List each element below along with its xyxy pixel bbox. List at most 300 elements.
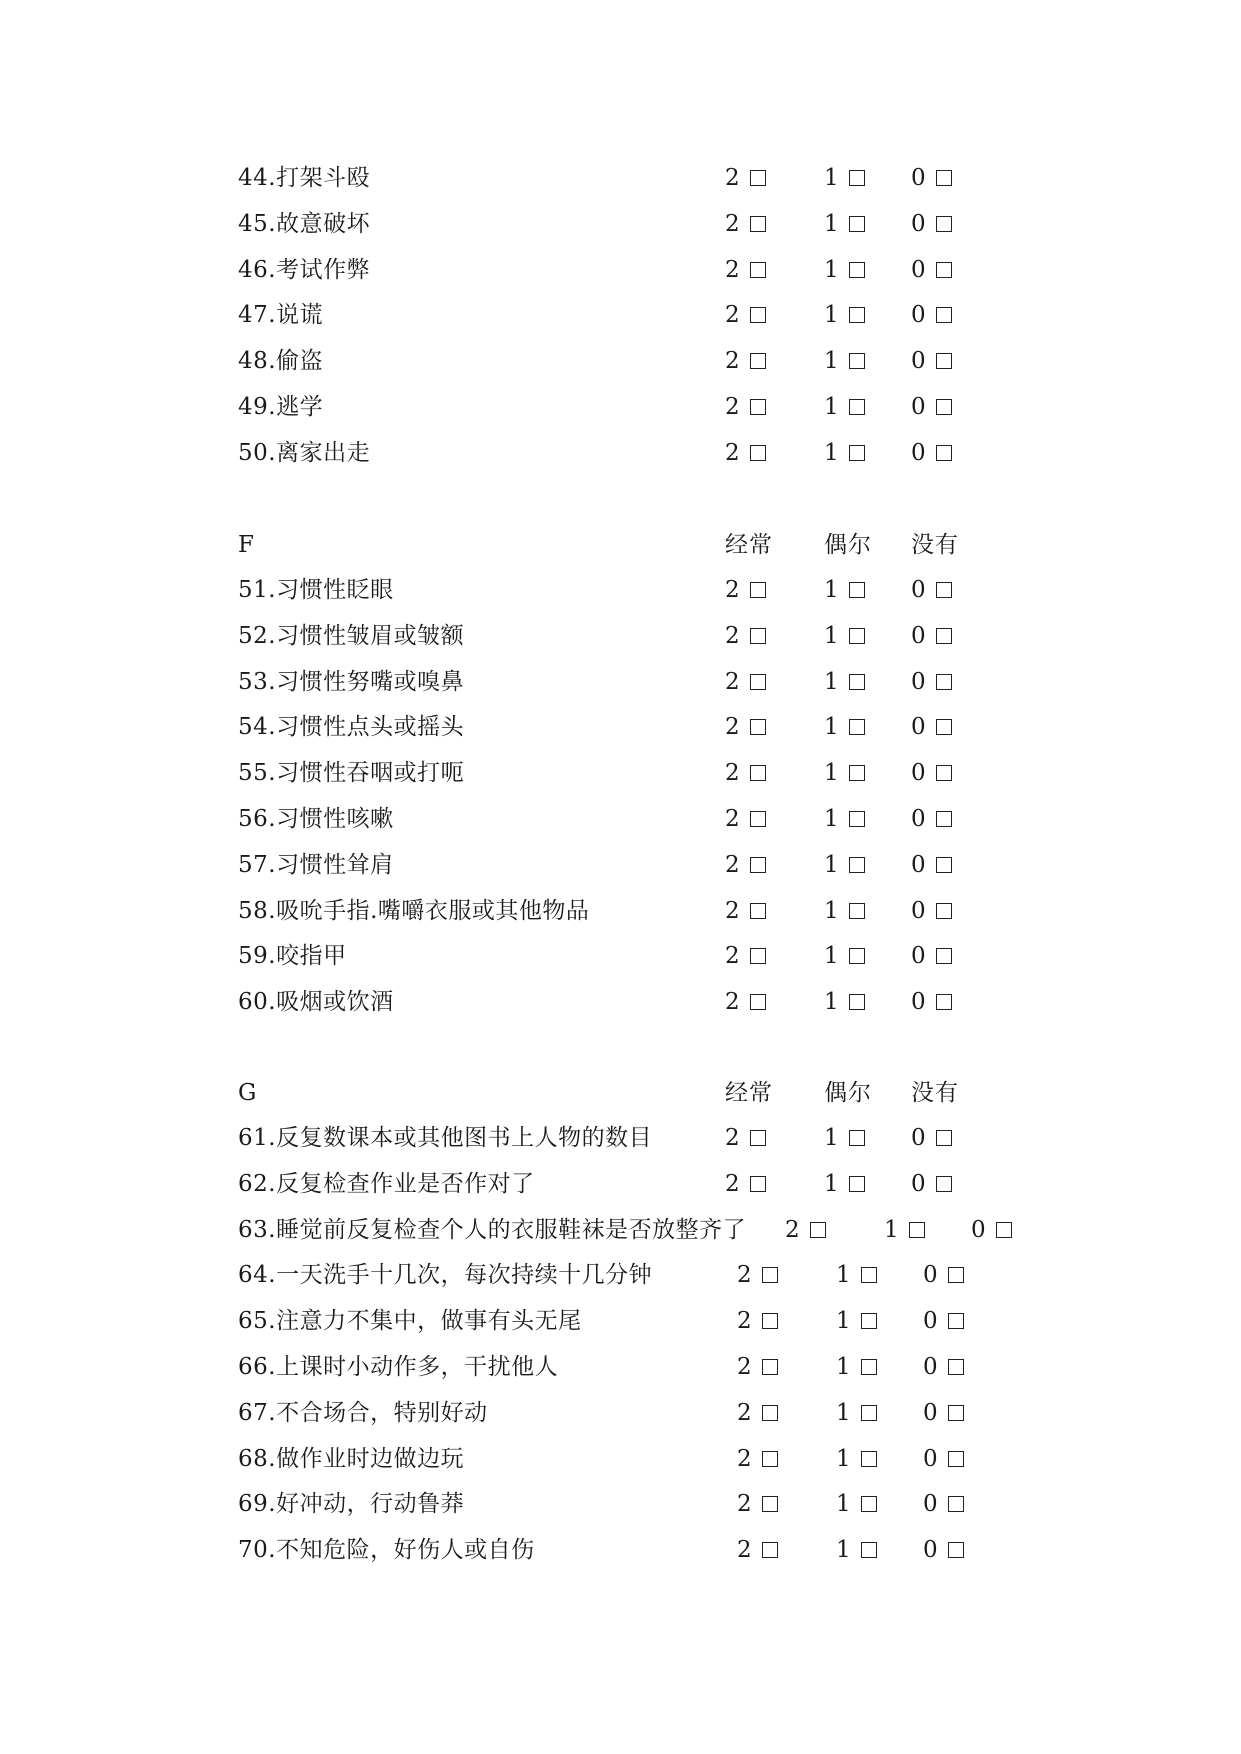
option-score: 1	[824, 256, 839, 283]
checkbox[interactable]	[996, 1222, 1012, 1238]
checkbox[interactable]	[936, 903, 952, 919]
option-score: 2	[737, 1445, 752, 1472]
option-score: 2	[737, 1262, 752, 1289]
question-row	[0, 621, 1241, 651]
checkbox[interactable]	[936, 719, 952, 735]
answer-option[interactable]	[725, 987, 766, 1017]
checkbox[interactable]	[849, 674, 865, 690]
checkbox[interactable]	[936, 857, 952, 873]
answer-option[interactable]	[725, 941, 766, 971]
checkbox[interactable]	[861, 1267, 877, 1283]
answer-option[interactable]	[725, 1169, 766, 1199]
option-score: 0	[923, 1354, 938, 1380]
option-score: 1	[836, 1262, 851, 1289]
option-score: 2	[725, 714, 740, 741]
checkbox[interactable]	[849, 262, 865, 278]
answer-option[interactable]	[884, 1215, 925, 1245]
answer-option[interactable]	[911, 758, 952, 788]
option-score: 1	[836, 1308, 851, 1335]
answer-option[interactable]	[824, 300, 865, 330]
answer-option[interactable]	[923, 1398, 964, 1428]
checkbox[interactable]	[936, 262, 952, 278]
question-text: 58.吸吮手指.嘴嚼衣服或其他物品	[238, 897, 590, 924]
checkbox[interactable]	[861, 1313, 877, 1329]
checkbox[interactable]	[762, 1313, 778, 1329]
answer-option[interactable]	[836, 1489, 877, 1519]
option-score: 1	[824, 1170, 839, 1197]
answer-option[interactable]	[725, 804, 766, 834]
question-text: 44.打架斗殴	[238, 165, 371, 191]
section-letter: F	[238, 532, 255, 558]
option-score: 0	[923, 1308, 938, 1335]
option-score: 2	[725, 439, 740, 466]
answer-option[interactable]	[911, 850, 952, 880]
question-row	[0, 1489, 1241, 1519]
answer-option[interactable]	[923, 1535, 964, 1565]
option-score: 0	[911, 165, 926, 191]
option-score: 2	[725, 348, 740, 375]
question-text: 64.一天洗手十几次，每次持续十几分钟	[238, 1262, 653, 1289]
answer-option[interactable]	[725, 209, 766, 239]
answer-option[interactable]	[737, 1535, 778, 1565]
option-score: 2	[725, 394, 740, 420]
question-text: 45.故意破坏	[238, 210, 371, 237]
answer-option[interactable]	[836, 1306, 877, 1336]
checkbox[interactable]	[849, 765, 865, 781]
checkbox[interactable]	[762, 1451, 778, 1467]
checkbox[interactable]	[750, 994, 766, 1010]
question-text: 68.做作业时边做边玩	[238, 1445, 465, 1472]
checkbox[interactable]	[750, 903, 766, 919]
option-score: 1	[824, 760, 839, 787]
checkbox[interactable]	[861, 1405, 877, 1421]
checkbox[interactable]	[750, 1176, 766, 1192]
question-row	[0, 712, 1241, 742]
checkbox[interactable]	[936, 1130, 952, 1146]
checkbox[interactable]	[849, 811, 865, 827]
option-score: 0	[923, 1491, 938, 1518]
option-score: 2	[725, 165, 740, 191]
question-text: 47.说谎	[238, 302, 324, 329]
option-score: 1	[824, 989, 839, 1016]
option-score: 2	[725, 1170, 740, 1197]
checkbox[interactable]	[762, 1405, 778, 1421]
checkbox[interactable]	[849, 1176, 865, 1192]
question-text: 63.睡觉前反复检查个人的衣服鞋袜是否放整齐了	[238, 1216, 747, 1243]
question-text: 66.上课时小动作多，干扰他人	[238, 1354, 559, 1380]
answer-option[interactable]	[725, 712, 766, 742]
option-score: 1	[824, 165, 839, 191]
answer-option[interactable]	[824, 941, 865, 971]
question-row	[0, 438, 1241, 468]
answer-option[interactable]	[911, 255, 952, 285]
answer-option[interactable]	[836, 1398, 877, 1428]
option-score: 0	[911, 302, 926, 329]
checkbox[interactable]	[936, 765, 952, 781]
answer-option[interactable]	[911, 804, 952, 834]
question-text: 49.逃学	[238, 394, 324, 420]
option-score: 1	[824, 302, 839, 329]
checkbox[interactable]	[936, 948, 952, 964]
question-row	[0, 1535, 1241, 1565]
answer-option[interactable]	[725, 667, 766, 697]
option-score: 0	[911, 714, 926, 741]
answer-option[interactable]	[824, 621, 865, 651]
question-text: 50.离家出走	[238, 439, 371, 466]
checkbox[interactable]	[849, 399, 865, 415]
frequency-header: 偶尔	[824, 532, 872, 558]
question-text: 56.习惯性咳嗽	[238, 806, 394, 832]
question-text: 54.习惯性点头或摇头	[238, 714, 465, 741]
frequency-header: 经常	[725, 1080, 773, 1106]
checkbox[interactable]	[948, 1359, 964, 1375]
answer-option[interactable]	[725, 392, 766, 422]
option-score: 0	[911, 806, 926, 832]
answer-option[interactable]	[923, 1306, 964, 1336]
checkbox[interactable]	[948, 1313, 964, 1329]
checkbox[interactable]	[936, 216, 952, 232]
option-score: 1	[836, 1491, 851, 1518]
answer-option[interactable]	[824, 896, 865, 926]
option-score: 1	[824, 897, 839, 924]
answer-option[interactable]	[911, 896, 952, 926]
option-score: 1	[824, 439, 839, 466]
question-row	[0, 804, 1241, 834]
checkbox[interactable]	[948, 1542, 964, 1558]
question-row	[0, 1352, 1241, 1382]
frequency-header: 经常	[725, 532, 773, 558]
answer-option[interactable]	[725, 438, 766, 468]
question-row	[0, 1444, 1241, 1474]
checkbox[interactable]	[849, 857, 865, 873]
checkbox[interactable]	[936, 674, 952, 690]
question-text: 51.习惯性眨眼	[238, 577, 394, 603]
answer-option[interactable]	[911, 346, 952, 376]
answer-option[interactable]	[737, 1352, 778, 1382]
option-score: 2	[725, 210, 740, 237]
option-score: 1	[836, 1445, 851, 1472]
option-score: 2	[737, 1537, 752, 1564]
question-row	[0, 575, 1241, 605]
answer-option[interactable]	[923, 1489, 964, 1519]
answer-option[interactable]	[923, 1352, 964, 1382]
option-score: 1	[836, 1399, 851, 1426]
answer-option[interactable]	[836, 1260, 877, 1290]
question-text: 69.好冲动，行动鲁莽	[238, 1491, 465, 1518]
option-score: 2	[725, 577, 740, 603]
checkbox[interactable]	[861, 1451, 877, 1467]
question-row	[0, 850, 1241, 880]
checkbox[interactable]	[762, 1542, 778, 1558]
checkbox[interactable]	[936, 445, 952, 461]
question-row	[0, 1398, 1241, 1428]
option-score: 2	[737, 1354, 752, 1380]
answer-option[interactable]	[911, 300, 952, 330]
option-score: 0	[911, 1125, 926, 1151]
answer-option[interactable]	[725, 896, 766, 926]
answer-option[interactable]	[824, 255, 865, 285]
checkbox[interactable]	[861, 1359, 877, 1375]
answer-option[interactable]	[824, 346, 865, 376]
option-score: 1	[836, 1537, 851, 1564]
question-row	[0, 896, 1241, 926]
option-score: 2	[725, 1125, 740, 1151]
option-score: 0	[911, 256, 926, 283]
checkbox[interactable]	[762, 1496, 778, 1512]
option-score: 1	[824, 622, 839, 649]
answer-option[interactable]	[923, 1444, 964, 1474]
question-row	[0, 300, 1241, 330]
question-text: 53.习惯性努嘴或嗅鼻	[238, 668, 465, 695]
option-score: 0	[911, 760, 926, 787]
checkbox[interactable]	[750, 719, 766, 735]
answer-option[interactable]	[911, 438, 952, 468]
option-score: 0	[971, 1216, 986, 1243]
option-score: 1	[824, 1125, 839, 1151]
checkbox[interactable]	[849, 628, 865, 644]
question-row	[0, 1260, 1241, 1290]
question-row	[0, 1169, 1241, 1199]
answer-option[interactable]	[785, 1215, 826, 1245]
checkbox[interactable]	[936, 582, 952, 598]
checkbox[interactable]	[750, 765, 766, 781]
question-row	[0, 346, 1241, 376]
section-letter: G	[238, 1080, 257, 1106]
option-score: 1	[824, 806, 839, 832]
checkbox[interactable]	[810, 1222, 826, 1238]
answer-option[interactable]	[911, 1169, 952, 1199]
option-score: 0	[911, 210, 926, 237]
answer-option[interactable]	[836, 1535, 877, 1565]
option-score: 2	[725, 897, 740, 924]
option-score: 1	[836, 1354, 851, 1380]
option-score: 1	[824, 577, 839, 603]
question-row	[0, 758, 1241, 788]
answer-option[interactable]	[971, 1215, 1012, 1245]
question-text: 70.不知危险，好伤人或自伤	[238, 1537, 535, 1564]
question-text: 46.考试作弊	[238, 256, 371, 283]
answer-option[interactable]	[836, 1352, 877, 1382]
question-row	[0, 255, 1241, 285]
question-row	[0, 209, 1241, 239]
checkbox[interactable]	[936, 170, 952, 186]
answer-option[interactable]	[911, 941, 952, 971]
checkbox[interactable]	[936, 994, 952, 1010]
checkbox[interactable]	[948, 1496, 964, 1512]
frequency-header: 没有	[911, 532, 959, 558]
checkbox[interactable]	[750, 216, 766, 232]
option-score: 2	[725, 760, 740, 787]
answer-option[interactable]	[725, 621, 766, 651]
answer-option[interactable]	[737, 1398, 778, 1428]
answer-option[interactable]	[737, 1444, 778, 1474]
answer-option[interactable]	[824, 1169, 865, 1199]
option-score: 0	[911, 668, 926, 695]
checkbox[interactable]	[750, 811, 766, 827]
checkbox[interactable]	[936, 811, 952, 827]
answer-option[interactable]	[824, 392, 865, 422]
checkbox[interactable]	[849, 948, 865, 964]
option-score: 0	[911, 897, 926, 924]
question-row	[0, 163, 1241, 193]
question-text: 61.反复数课本或其他图书上人物的数目	[238, 1125, 653, 1151]
checkbox[interactable]	[861, 1542, 877, 1558]
option-score: 0	[923, 1445, 938, 1472]
question-text: 52.习惯性皱眉或皱额	[238, 622, 465, 649]
option-score: 0	[911, 851, 926, 878]
option-score: 2	[725, 256, 740, 283]
answer-option[interactable]	[911, 987, 952, 1017]
checkbox[interactable]	[750, 1130, 766, 1146]
option-score: 0	[923, 1262, 938, 1289]
option-score: 2	[725, 806, 740, 832]
checkbox[interactable]	[948, 1405, 964, 1421]
checkbox[interactable]	[849, 353, 865, 369]
checkbox[interactable]	[849, 216, 865, 232]
answer-option[interactable]	[824, 804, 865, 834]
answer-option[interactable]	[824, 850, 865, 880]
checkbox[interactable]	[948, 1267, 964, 1283]
option-score: 1	[824, 943, 839, 970]
answer-option[interactable]	[725, 1123, 766, 1153]
question-text: 57.习惯性耸肩	[238, 851, 394, 878]
answer-option[interactable]	[824, 987, 865, 1017]
checkbox[interactable]	[849, 307, 865, 323]
checkbox[interactable]	[762, 1267, 778, 1283]
option-score: 2	[737, 1308, 752, 1335]
checkbox[interactable]	[849, 170, 865, 186]
option-score: 2	[725, 989, 740, 1016]
section-header	[0, 530, 1241, 560]
option-score: 0	[911, 989, 926, 1016]
question-text: 60.吸烟或饮酒	[238, 989, 394, 1016]
answer-option[interactable]	[824, 163, 865, 193]
answer-option[interactable]	[737, 1489, 778, 1519]
answer-option[interactable]	[911, 392, 952, 422]
question-text: 62.反复检查作业是否作对了	[238, 1170, 535, 1197]
option-score: 2	[737, 1399, 752, 1426]
answer-option[interactable]	[737, 1306, 778, 1336]
checkbox[interactable]	[861, 1496, 877, 1512]
answer-option[interactable]	[737, 1260, 778, 1290]
question-row	[0, 941, 1241, 971]
option-score: 1	[824, 668, 839, 695]
checkbox[interactable]	[849, 719, 865, 735]
checkbox[interactable]	[750, 628, 766, 644]
answer-option[interactable]	[725, 255, 766, 285]
question-row	[0, 987, 1241, 1017]
option-score: 1	[824, 394, 839, 420]
checkbox[interactable]	[849, 445, 865, 461]
option-score: 1	[824, 210, 839, 237]
option-score: 1	[884, 1216, 899, 1243]
answer-option[interactable]	[725, 300, 766, 330]
checkbox[interactable]	[762, 1359, 778, 1375]
option-score: 2	[725, 668, 740, 695]
checkbox[interactable]	[849, 903, 865, 919]
answer-option[interactable]	[923, 1260, 964, 1290]
question-text: 59.咬指甲	[238, 943, 347, 970]
option-score: 0	[911, 1170, 926, 1197]
checkbox[interactable]	[750, 399, 766, 415]
section-header	[0, 1078, 1241, 1108]
option-score: 1	[824, 348, 839, 375]
answer-option[interactable]	[725, 850, 766, 880]
checkbox[interactable]	[936, 307, 952, 323]
answer-option[interactable]	[911, 209, 952, 239]
checkbox[interactable]	[948, 1451, 964, 1467]
answer-option[interactable]	[725, 163, 766, 193]
answer-option[interactable]	[824, 575, 865, 605]
option-score: 0	[911, 439, 926, 466]
answer-option[interactable]	[836, 1444, 877, 1474]
checkbox[interactable]	[750, 353, 766, 369]
option-score: 0	[911, 943, 926, 970]
option-score: 0	[911, 394, 926, 420]
answer-option[interactable]	[824, 712, 865, 742]
answer-option[interactable]	[911, 621, 952, 651]
checkbox[interactable]	[750, 170, 766, 186]
option-score: 2	[737, 1491, 752, 1518]
option-score: 2	[725, 851, 740, 878]
checkbox[interactable]	[750, 307, 766, 323]
checkbox[interactable]	[849, 1130, 865, 1146]
question-text: 48.偷盗	[238, 348, 324, 375]
checkbox[interactable]	[936, 1176, 952, 1192]
question-text: 67.不合场合，特别好动	[238, 1399, 488, 1426]
checkbox[interactable]	[750, 582, 766, 598]
checkbox[interactable]	[849, 582, 865, 598]
checkbox[interactable]	[909, 1222, 925, 1238]
answer-option[interactable]	[824, 209, 865, 239]
answer-option[interactable]	[911, 575, 952, 605]
question-row	[0, 1306, 1241, 1336]
checkbox[interactable]	[936, 628, 952, 644]
option-score: 0	[923, 1537, 938, 1564]
question-row	[0, 392, 1241, 422]
frequency-header: 偶尔	[824, 1080, 872, 1106]
checkbox[interactable]	[750, 857, 766, 873]
answer-option[interactable]	[824, 667, 865, 697]
option-score: 2	[725, 302, 740, 329]
option-score: 0	[911, 348, 926, 375]
checkbox[interactable]	[750, 674, 766, 690]
answer-option[interactable]	[824, 438, 865, 468]
checkbox[interactable]	[750, 445, 766, 461]
option-score: 1	[824, 851, 839, 878]
frequency-header: 没有	[911, 1080, 959, 1106]
checkbox[interactable]	[750, 262, 766, 278]
option-score: 2	[725, 622, 740, 649]
question-text: 55.习惯性吞咽或打呃	[238, 760, 465, 787]
answer-option[interactable]	[911, 712, 952, 742]
answer-option[interactable]	[911, 163, 952, 193]
answer-option[interactable]	[725, 575, 766, 605]
answer-option[interactable]	[824, 758, 865, 788]
checkbox[interactable]	[849, 994, 865, 1010]
answer-option[interactable]	[911, 1123, 952, 1153]
checkbox[interactable]	[936, 353, 952, 369]
question-row	[0, 667, 1241, 697]
option-score: 2	[785, 1216, 800, 1243]
answer-option[interactable]	[911, 667, 952, 697]
checkbox[interactable]	[750, 948, 766, 964]
answer-option[interactable]	[725, 758, 766, 788]
answer-option[interactable]	[725, 346, 766, 376]
option-score: 0	[923, 1399, 938, 1426]
checkbox[interactable]	[936, 399, 952, 415]
answer-option[interactable]	[824, 1123, 865, 1153]
